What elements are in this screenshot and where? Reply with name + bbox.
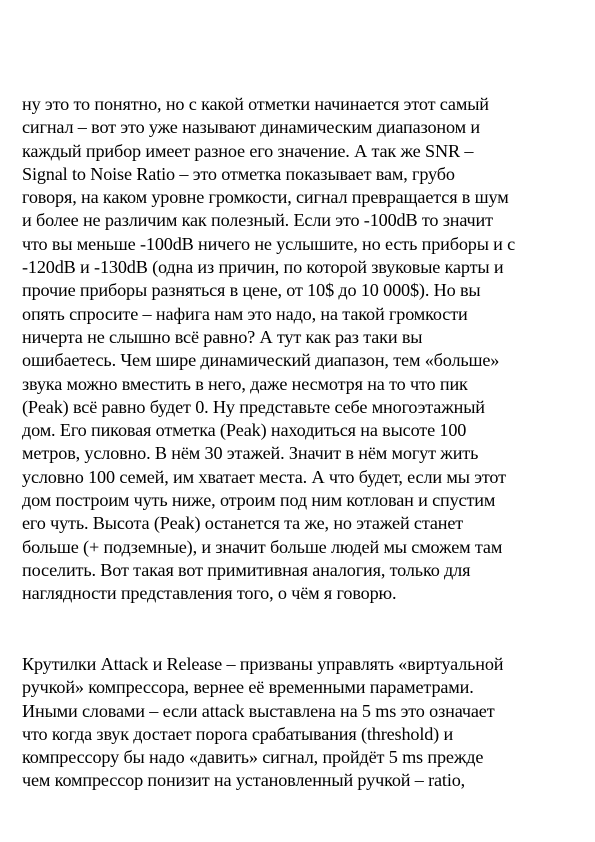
text-line: дом. Его пиковая отметка (Peak) находиться на высоте 100 (22, 420, 467, 441)
paragraph-dynamic-range (22, 93, 582, 606)
text-line: говоря, на каком уровне громкости, сигнал превращается в шум (22, 187, 509, 208)
text-line: чем компрессор понизит на установленный ручкой – ratio, (22, 770, 466, 791)
text-line: (Peak) всё равно будет 0. Ну представьте себе многоэтажный (22, 396, 485, 417)
text-line: его чуть. Высота (Peak) останется та же, но этажей станет (22, 513, 464, 534)
text-line: ошибаетесь. Чем шире динамический диапазон, тем «больше» (22, 350, 500, 371)
text-line: ничерта не слышно всё равно? А тут как раз таки вы (22, 326, 423, 347)
text-line: прочие приборы разняться в цене, от 10$ до 10 000$). Но вы (22, 280, 481, 301)
text-line: условно 100 семей, им хватает места. А что будет, если мы этот (22, 466, 506, 487)
text-line: дом построим чуть ниже, отроим под ним котлован и спустим (22, 490, 496, 511)
text-line: сигнал – вот это уже называют динамическим диапазоном и (22, 117, 480, 138)
text-line: и более не различим как полезный. Если это -100dB то значит (22, 210, 493, 231)
text-line: опять спросите – нафига нам это надо, на такой громкости (22, 303, 468, 324)
text-line: метров, условно. В нём 30 этажей. Значит в нём могут жить (22, 443, 479, 464)
paragraph-attack-release (22, 653, 582, 793)
text-line: Signal to Noise Ratio – это отметка показывает вам, грубо (22, 163, 455, 184)
text-line: -120dB и -130dB (одна из причин, по которой звуковые карты и (22, 257, 504, 278)
text-line: Иными словами – если attack выставлена на 5 ms это означает (22, 700, 495, 721)
text-line: поселить. Вот такая вот примитивная аналогия, только для (22, 559, 471, 580)
text-line: наглядности представления того, о чём я говорю. (22, 583, 397, 604)
text-line: больше (+ подземные), и значит больше людей мы сможем там (22, 536, 503, 557)
text-line: что когда звук достает порога срабатывания (threshold) и (22, 723, 454, 744)
text-line: звука можно вместить в него, даже несмотря на то что пик (22, 373, 468, 394)
text-line: Крутилки Attack и Release – призваны управлять «виртуальной (22, 654, 504, 674)
text-line: ручкой» компрессора, вернее её временными параметрами. (22, 677, 474, 698)
text-line: что вы меньше -100dB ничего не услышите, но есть приборы и с (22, 233, 516, 254)
text-line: каждый прибор имеет разное его значение. А так же SNR – (22, 140, 474, 161)
text-line: компрессору бы надо «давить» сигнал, пройдёт 5 ms прежде (22, 747, 484, 768)
text-line: ну это то понятно, но с какой отметки начинается этот самый (22, 94, 489, 114)
